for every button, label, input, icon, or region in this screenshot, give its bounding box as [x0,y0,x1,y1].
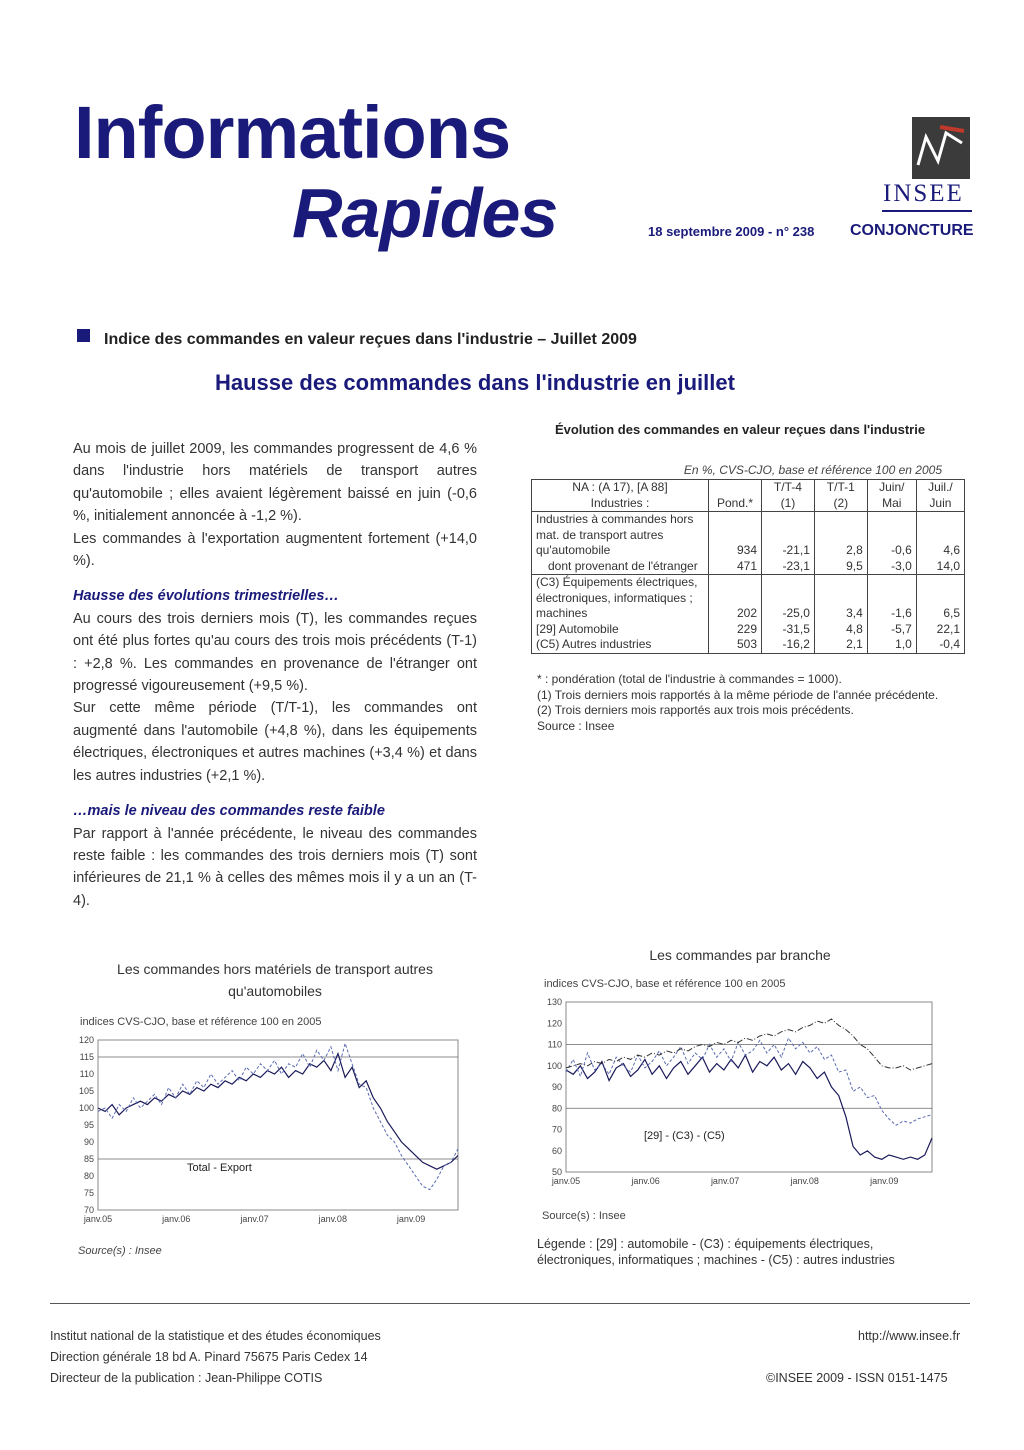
cell: -16,2 [762,637,815,653]
footer-divider [50,1303,970,1304]
y-tick-label: 105 [78,1086,94,1096]
footer-director: Directeur de la publication : Jean-Philippe COTIS [50,1371,323,1385]
brand-name: INSEE [883,180,964,207]
paragraph: Par rapport à l'année précédente, le niveau des commandes reste faible : les commandes des trois derniers mois (T) sont inférieures de 21,1 % à celles des mêmes mois il y a un an (T-4). [73,825,477,909]
table-row [532,575,965,622]
cell: -3,0 [867,559,916,575]
cell: 9,5 [814,559,867,575]
brand-underline [882,210,972,212]
table-row [532,637,965,653]
x-tick-label: janv.07 [710,1176,740,1186]
issue-dateline: 18 septembre 2009 - n° 238 [648,224,815,239]
legend-text: [29] - (C3) - (C5) [644,1130,725,1142]
footer-url[interactable]: http://www.insee.fr [858,1329,961,1343]
y-tick-label: 50 [551,1167,562,1177]
cell: 471 [709,559,762,575]
plot-frame [566,1002,932,1172]
cell: 4,8 [814,622,867,638]
series-line-export [98,1043,458,1189]
cell: -0,4 [916,637,964,653]
paragraph: Les commandes à l'exportation augmentent fortement (+14,0 %). [73,530,477,570]
header-cell: NA : (A 17), [A 88] Industries : [532,480,709,512]
chart2-caption: Légende : [29] : automobile - (C3) : équipements électriques, électroniques, informatiques ; machines - (C5) : autres industries [537,1237,895,1267]
footnote: * : pondération (total de l'industrie à commandes = 1000). [537,672,842,686]
chart1-source: Source(s) : Insee [78,1245,162,1257]
chart2-source: Source(s) : Insee [542,1210,626,1222]
header-cell: T/T-1 (2) [814,480,867,512]
row-label: (C3) Équipements électriques, électroniques, informatiques ; machines [532,575,709,622]
x-tick-label: janv.08 [318,1214,347,1224]
table-note: En %, CVS-CJO, base et référence 100 en 2005 [683,463,942,477]
row-label: dont provenant de l'étranger [532,559,709,575]
cell: 14,0 [916,559,964,575]
y-tick-label: 80 [83,1171,94,1181]
y-tick-label: 100 [546,1060,562,1071]
y-tick-label: 90 [83,1137,94,1147]
x-tick-label: janv.05 [551,1176,581,1186]
y-tick-label: 130 [546,997,562,1007]
body-column [73,438,477,912]
table-row [532,622,965,638]
y-tick-label: 110 [79,1069,94,1079]
y-tick-label: 80 [551,1103,562,1114]
series-line-total [98,1054,458,1170]
row-label: [29] Automobile [532,622,709,638]
cell: 1,0 [867,637,916,653]
y-tick-label: 70 [83,1205,94,1215]
header-cell: Juin/ Mai [867,480,916,512]
cell: 2,8 [814,512,867,559]
cell: 2,1 [814,637,867,653]
row-label: Industries à commandes hors mat. de transport autres qu'automobile [532,512,709,559]
cell: 503 [709,637,762,653]
y-tick-label: 100 [78,1103,94,1113]
cell: -25,0 [762,575,815,622]
legend-text: Total - Export [187,1162,252,1174]
table-header-row [532,480,965,512]
y-tick-label: 120 [78,1035,94,1045]
table-footnotes [537,672,957,735]
table-title: Évolution des commandes en valeur reçues dans l'industrie [554,422,926,437]
orders-table [531,479,965,654]
x-tick-label: janv.09 [870,1176,899,1186]
x-tick-label: janv.05 [83,1214,113,1224]
row-label: (C5) Autres industries [532,637,709,653]
cell: -5,7 [867,622,916,638]
cell: 202 [709,575,762,622]
table-row [532,559,965,575]
cell: 229 [709,622,762,638]
headline: Hausse des commandes dans l'industrie en juillet [215,370,735,395]
y-tick-label: 60 [551,1145,562,1156]
y-tick-label: 115 [79,1052,94,1062]
y-tick-label: 90 [551,1082,562,1092]
chart2-subtitle: indices CVS-CJO, base et référence 100 en 2005 [544,978,786,990]
plot-frame [98,1040,458,1210]
footnote: (1) Trois derniers mois rapportés à la même période de l'année précédente. [537,687,939,702]
cell: -21,1 [762,512,815,559]
chart2-plot [532,992,942,1194]
subheading: Hausse des évolutions trimestrielles… [73,588,339,605]
cell: 6,5 [916,575,964,622]
y-tick-label: 95 [83,1120,94,1130]
chart1-subtitle: indices CVS-CJO, base et référence 100 en 2005 [80,1016,322,1028]
x-tick-label: janv.06 [631,1176,660,1186]
y-tick-label: 75 [83,1188,94,1198]
footer-copyright: ©INSEE 2009 - ISSN 0151-1475 [766,1371,948,1385]
masthead-title-line1: Informations [74,91,511,174]
header-cell: Juil./ Juin [916,480,964,512]
square-bullet-icon [77,329,90,342]
series-label: CONJONCTURE [850,222,974,239]
y-tick-label: 120 [546,1018,562,1029]
chart2-title: Les commandes par branche [649,947,831,963]
cell: -31,5 [762,622,815,638]
cell: 22,1 [916,622,964,638]
header-cell: Pond.* [709,480,762,512]
y-tick-label: 70 [551,1124,562,1135]
x-tick-label: janv.08 [790,1176,819,1186]
insee-logo-icon [912,117,970,179]
cell: -0,6 [867,512,916,559]
y-tick-label: 85 [83,1154,94,1164]
x-tick-label: janv.06 [162,1214,191,1224]
footer-left [50,1326,381,1389]
series-line-29 [566,1055,932,1159]
y-tick-label: 110 [547,1039,562,1050]
x-tick-label: janv.07 [240,1214,269,1224]
footer-address: Direction générale 18 bd A. Pinard 75675 Paris Cedex 14 [50,1350,368,1364]
footnote: (2) Trois derniers mois rapportés aux trois mois précédents. [537,703,854,718]
cell: 3,4 [814,575,867,622]
x-tick-label: janv.09 [396,1214,426,1224]
paragraph: Sur cette même période (T/T-1), les commandes ont augmenté dans l'automobile (+4,8 %), dans les équipements électriques, électroniques et autres machines (+3,4 %) et dans les autres industries (+2,1 %). [73,700,477,784]
series-line-c3 [566,1038,932,1125]
subheading: …mais le niveau des commandes reste faible [73,803,385,820]
cell: -23,1 [762,559,815,575]
table-source: Source : Insee [537,719,615,734]
cell: 4,6 [916,512,964,559]
cell: 934 [709,512,762,559]
chart1-title: Les commandes hors matériels de transport autres qu'automobiles [117,961,433,999]
table-row [532,512,965,559]
paragraph: Au mois de juillet 2009, les commandes progressent de 4,6 % dans l'industrie hors matériels de transport autres qu'automobile ; elles avaient légèrement baissé en juin (-0,6 %, initialement annoncée à -1,2 %). [73,441,477,525]
header-cell: T/T-4 (1) [762,480,815,512]
footer-org: Institut national de la statistique et des études économiques [50,1329,381,1343]
paragraph: Au cours des trois derniers mois (T), les commandes reçues ont été plus fortes qu'au cours des trois mois précédents (T-1) : +2,8 %. Les commandes en provenance de l'étranger ont progressé vigoureusement (+9,5 %). [73,610,477,695]
cell: -1,6 [867,575,916,622]
masthead-title-line2: Rapides [292,174,558,252]
section-subtitle: Indice des commandes en valeur reçues dans l'industrie – Juillet 2009 [104,331,637,348]
chart1-plot [72,1030,472,1230]
